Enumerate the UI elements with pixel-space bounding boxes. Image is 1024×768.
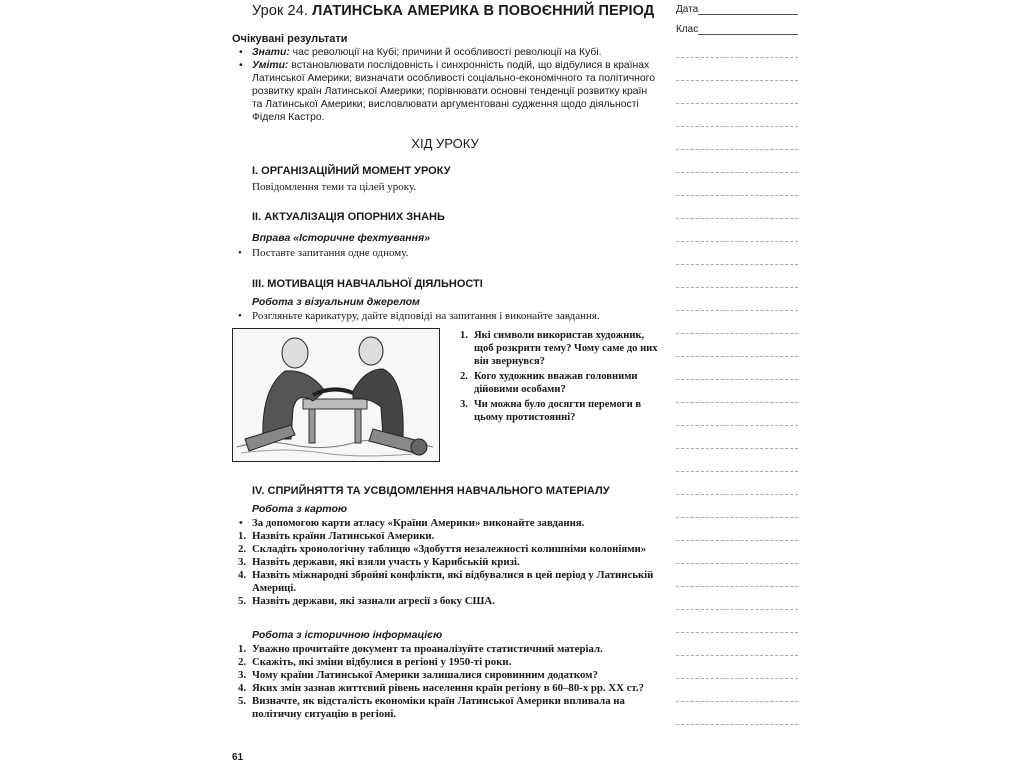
date-field[interactable] (698, 14, 798, 15)
outcome-knowledge: • Знати: час революції на Кубі; причини й особливості революції на Кубі. (232, 46, 657, 59)
note-line (676, 172, 798, 173)
note-line (676, 218, 798, 219)
note-line (676, 356, 798, 357)
task-item: 5. Назвіть держави, які зазнали агресії з боку США. (238, 595, 495, 607)
note-line (676, 632, 798, 633)
note-line (676, 379, 798, 380)
note-line (676, 517, 798, 518)
info-tasks (238, 643, 658, 721)
lesson-title-text: ЛАТИНСЬКА АМЕРИКА В ПОВОЄННИЙ ПЕРІОД (312, 3, 655, 19)
lesson-progress-heading: ХІД УРОКУ (411, 136, 479, 151)
note-line (676, 333, 798, 334)
task-item: 4. Назвіть міжнародні збройні конфлікти, які відбувалися в цей період у Латинській Америці. (238, 569, 654, 594)
task-item: 2. Складіть хронологічну таблицю «Здобуття незалежності колишніми колоніями» (238, 543, 647, 555)
lesson-title (252, 3, 654, 19)
class-label: Клас (676, 24, 699, 35)
note-line (676, 678, 798, 679)
outcomes-list (232, 46, 657, 124)
task-item: 4. Яких змін зазнав життєвий рівень населення країн регіону в 60–80-х рр. XX ст.? (238, 682, 644, 694)
info-work-heading: Робота з історичною інформацією (252, 629, 443, 641)
section-2-exercise: Вправа «Історичне фехтування» (252, 232, 430, 244)
section-3-heading: III. МОТИВАЦІЯ НАВЧАЛЬНОЇ ДІЯЛЬНОСТІ (252, 278, 483, 290)
note-line (676, 471, 798, 472)
question-item: 3. Чи можна було досягти перемоги в цьому протистоянні? (460, 399, 642, 423)
section-1-heading: I. ОРГАНІЗАЦІЙНИЙ МОМЕНТ УРОКУ (252, 165, 451, 177)
note-line (676, 448, 798, 449)
class-field[interactable] (698, 34, 798, 35)
page-number: 61 (232, 752, 244, 763)
lesson-number: Урок 24. (252, 3, 309, 19)
note-line (676, 494, 798, 495)
note-line (676, 402, 798, 403)
note-line (676, 540, 798, 541)
outcome-skills: • Уміти: встановлювати послідовність і синхронність подій, що відбулися в країнах Латинської Америки; визначати особливості соціально-економічного та політичного розвитку країн Латинської Америки; порівнювати основні тенденції розвитку країн та Латинської Америки; висловлювати аргументовані судження щодо діяльності Фіделя Кастро. (232, 59, 657, 124)
task-item: 3. Чому країни Латинської Америки залишалися сировинним додатком? (238, 669, 598, 681)
section-2-heading: II. АКТУАЛІЗАЦІЯ ОПОРНИХ ЗНАНЬ (252, 211, 445, 223)
note-line (676, 241, 798, 242)
task-item: 1. Уважно прочитайте документ та проаналізуйте статистичний матеріал. (238, 643, 603, 655)
section-2-bullet: • Поставте запитання одне одному. (238, 247, 409, 259)
map-bullet: • За допомогою карти атласу «Країни Америки» виконайте завдання. (239, 517, 585, 529)
task-item: 5. Визначте, як відсталість економіки країн Латинської Америки впливала на політичну ситуацію в регіоні. (238, 695, 625, 720)
note-line (676, 563, 798, 564)
note-line (676, 80, 798, 81)
cartoon-image (232, 328, 440, 462)
note-line (676, 264, 798, 265)
note-line (676, 103, 798, 104)
date-label: Дата (676, 4, 699, 15)
note-line (676, 126, 798, 127)
section-3-bullet: • Розгляньте карикатуру, дайте відповіді на запитання і виконайте завдання. (238, 310, 600, 322)
note-line (676, 609, 798, 610)
map-work-heading: Робота з картою (252, 503, 347, 515)
note-line (676, 310, 798, 311)
task-item: 3. Назвіть держави, які взяли участь у Карибській кризі. (238, 556, 520, 568)
note-line (676, 586, 798, 587)
note-line (676, 57, 798, 58)
note-line (676, 425, 798, 426)
note-line (676, 287, 798, 288)
section-4-heading: IV. СПРИЙНЯТТЯ ТА УСВІДОМЛЕННЯ НАВЧАЛЬНОГО МАТЕРІАЛУ (252, 485, 610, 497)
note-line (676, 195, 798, 196)
note-line (676, 701, 798, 702)
task-item: 2. Скажіть, які зміни відбулися в регіоні у 1950-ті роки. (238, 656, 512, 668)
question-item: 1. Які символи використав художник, щоб розкрити тему? Чому саме до них він звернувся? (460, 330, 658, 367)
section-3-subheading: Робота з візуальним джерелом (252, 296, 420, 308)
section-1-text: Повідомлення теми та цілей уроку. (252, 181, 417, 193)
question-item: 2. Кого художник вважав головними дійовими особами? (460, 371, 638, 395)
outcomes-heading: Очікувані результати (232, 33, 348, 45)
note-line (676, 724, 798, 725)
cartoon-questions (460, 329, 665, 426)
map-tasks (238, 517, 658, 608)
note-line (676, 655, 798, 656)
task-item: 1. Назвіть країни Латинської Америки. (238, 530, 435, 542)
